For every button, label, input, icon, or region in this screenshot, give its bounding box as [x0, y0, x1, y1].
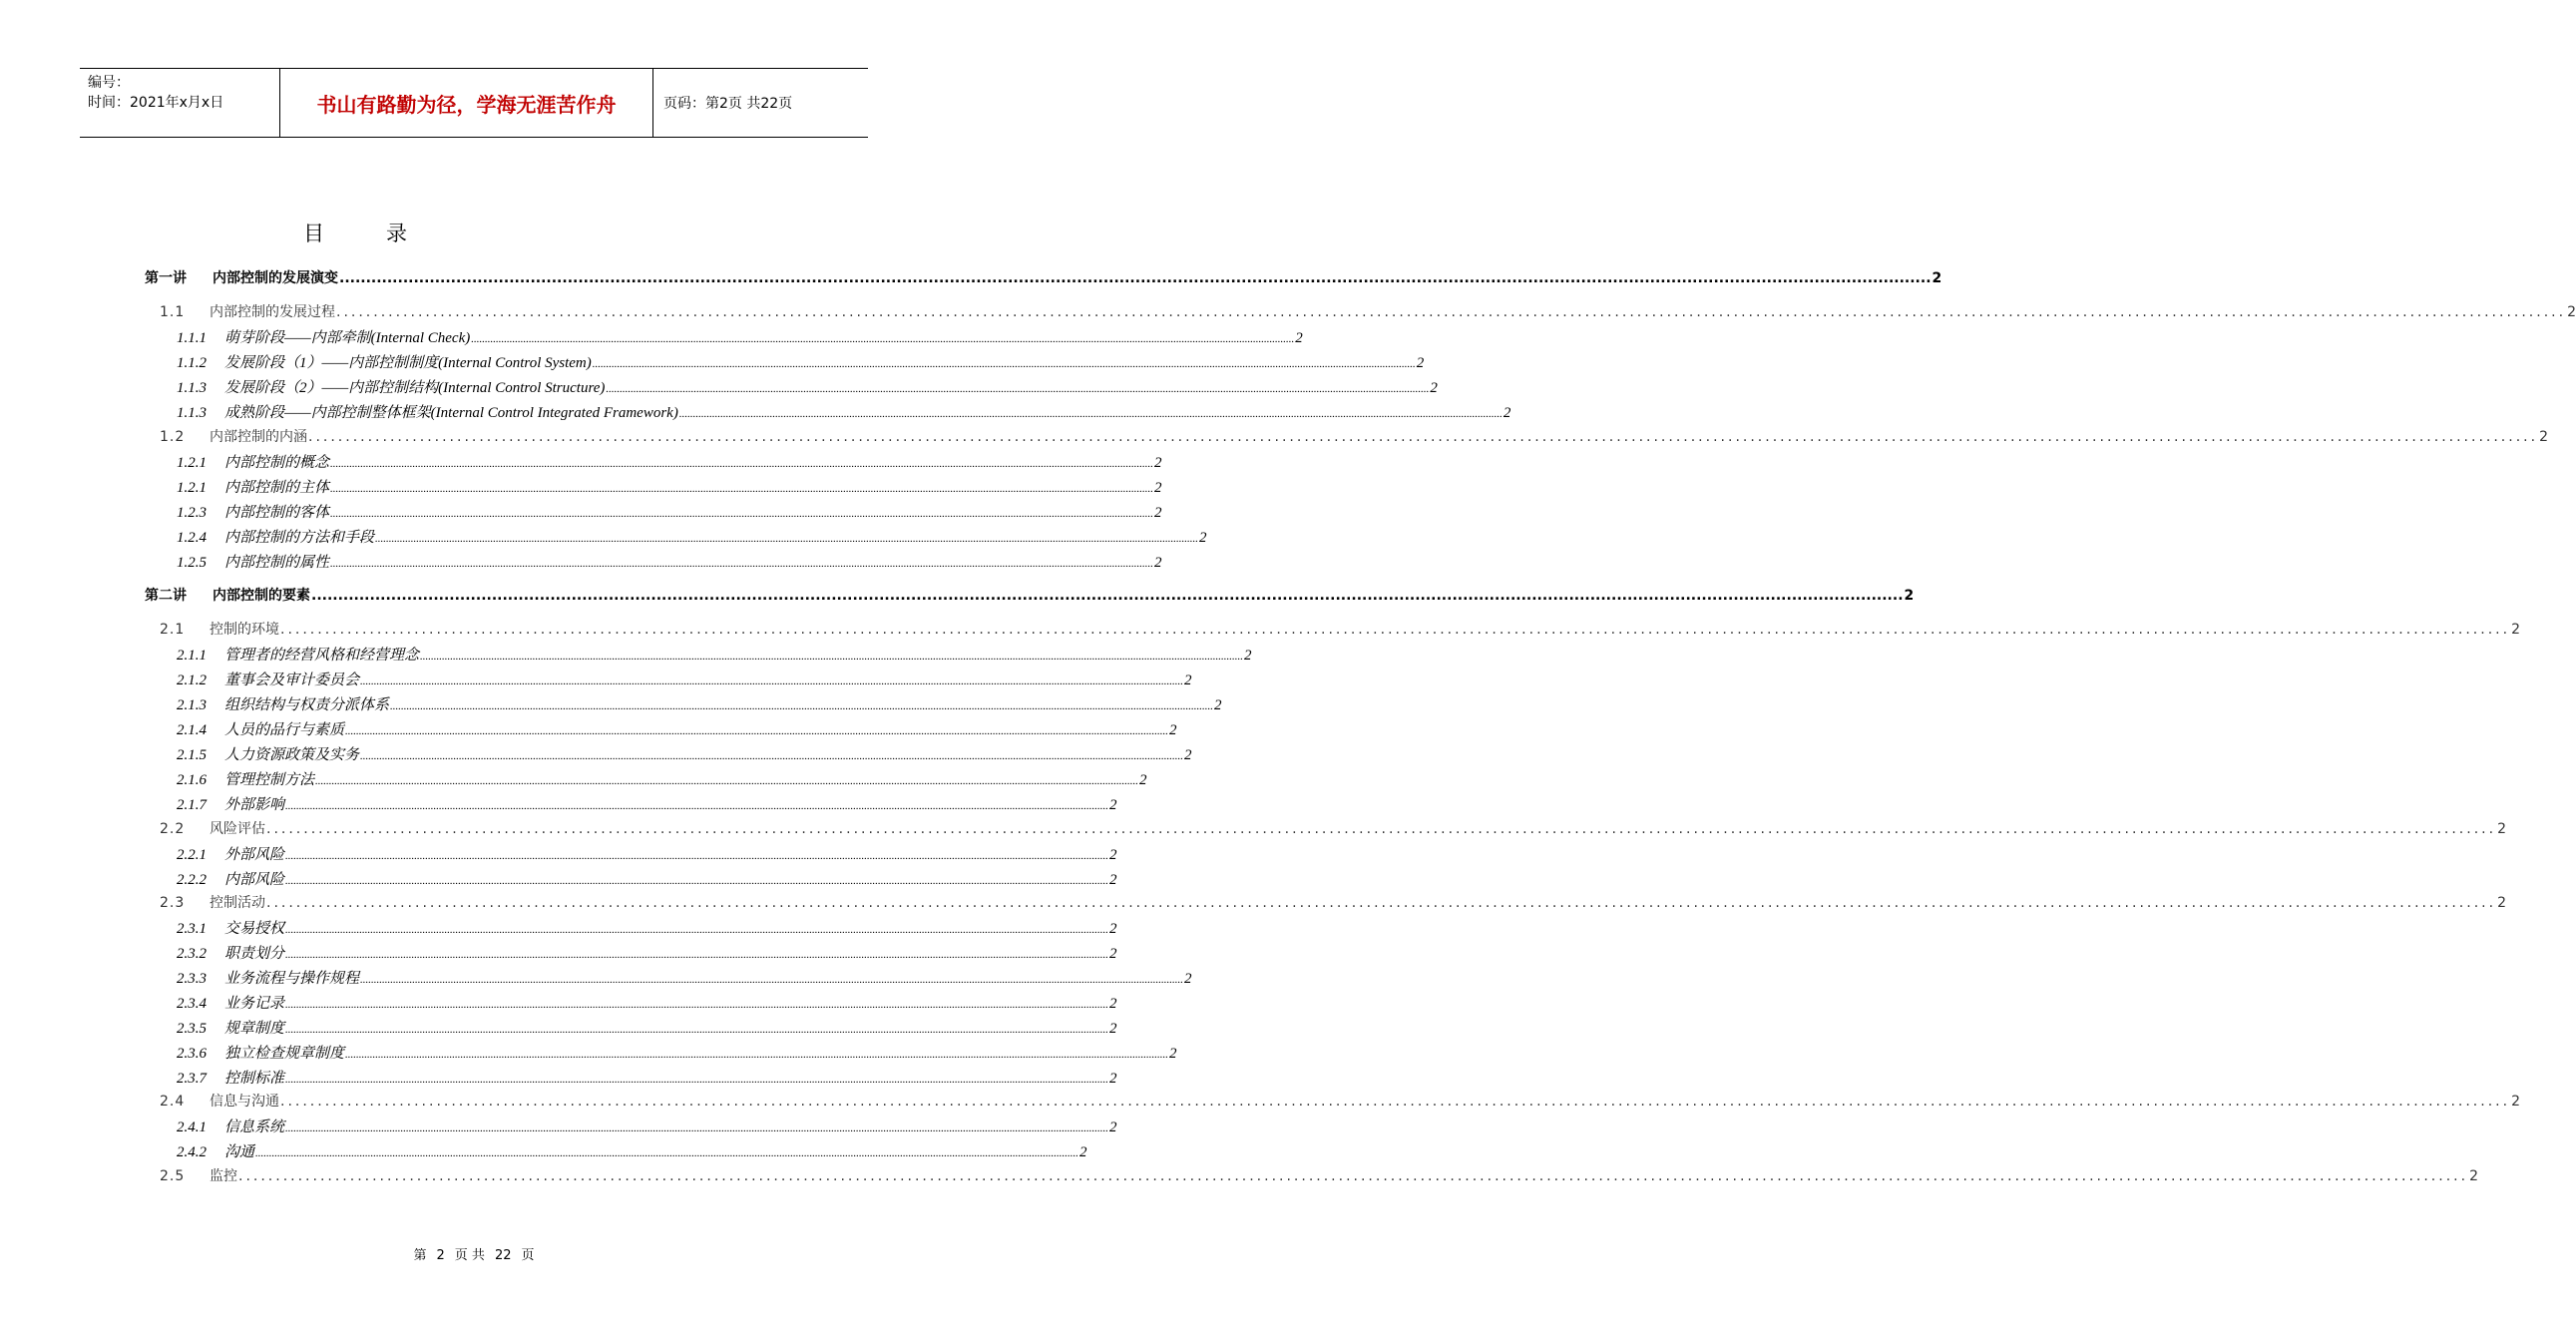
dot-leader: ............................................................................................................................................................................................................................................................................................................: [280, 622, 2511, 638]
toc-entry-title: [177, 917, 284, 938]
toc-entry-title: [145, 585, 310, 605]
toc-entry-title: [160, 1091, 279, 1111]
toc-entry-number: 1.2.4: [177, 530, 207, 546]
toc-entry-title: [177, 501, 329, 522]
toc-entry-text: 职责划分: [224, 946, 285, 962]
toc-entry-title: [177, 942, 284, 963]
dot-leader: ............................................................................................................................................................................................................................................................................................................: [285, 850, 1109, 862]
toc-entry-title: [177, 992, 284, 1013]
toc-entry-title: [160, 892, 265, 912]
toc-entry-text: 发展阶段（2）——内部控制结构(Internal Control Structure): [224, 380, 606, 396]
toc-entry-title: [177, 401, 678, 422]
toc-entry[interactable]: [145, 585, 1915, 605]
toc-entry-number: 1.1.2: [177, 355, 207, 371]
toc-entry-text: 风险评估: [210, 821, 265, 837]
toc-entry[interactable]: [177, 644, 1252, 665]
toc-entry-number: 2.2: [160, 821, 186, 837]
toc-entry[interactable]: [177, 1116, 1117, 1136]
toc-entry-title: [177, 1116, 284, 1136]
toc-entry-number: 2.1.4: [177, 722, 207, 738]
toc-entry[interactable]: [177, 693, 1222, 714]
toc-entry-title: [177, 376, 605, 397]
toc-entry[interactable]: [177, 917, 1117, 938]
toc-entry-number: 2.3.5: [177, 1021, 207, 1037]
toc-entry[interactable]: [177, 967, 1192, 988]
toc-entry-text: 业务流程与操作规程: [224, 971, 360, 987]
toc-entry-page: 2: [1109, 1071, 1117, 1087]
toc-entry-number: 1.2.1: [177, 455, 207, 471]
toc-entry-text: 成熟阶段——内部控制整体框架(Internal Control Integrated Framework): [224, 405, 678, 421]
toc-entry-title: [177, 351, 592, 372]
toc-entry[interactable]: [177, 718, 1177, 739]
toc-entry-title: [177, 1017, 284, 1038]
toc-entry-text: 内部控制的概念: [224, 455, 330, 471]
toc-entry[interactable]: [160, 619, 2520, 639]
toc-entry-number: 2.2.1: [177, 847, 207, 863]
dot-leader: ............................................................................................................................................................................................................................................................................................................: [330, 508, 1154, 520]
toc-entry-number: 1.1.3: [177, 380, 207, 396]
toc-entry-number: 1.1.3: [177, 405, 207, 421]
toc-entry-title: [160, 1165, 237, 1185]
toc-entry-title: [177, 451, 329, 472]
toc-entry[interactable]: [160, 301, 2576, 321]
toc-entry-title: [177, 1140, 254, 1161]
dot-leader: ............................................................................................................................................................................................................................................................................................................: [330, 558, 1154, 570]
toc-entry-text: 董事会及审计委员会: [224, 672, 360, 688]
toc-entry-text: 人员的品行与素质: [224, 722, 345, 738]
toc-entry-number: 2.1.1: [177, 648, 207, 664]
toc-entry-title: [177, 967, 359, 988]
dot-leader: ............................................................................................................................................................................................................................................................................................................: [678, 408, 1503, 420]
dot-leader: ............................................................................................................................................................................................................................................................................................................: [330, 483, 1154, 495]
footer-page: 2: [436, 1248, 445, 1263]
toc-entry-number: 2.2.2: [177, 872, 207, 888]
toc-entry-page: 2: [1244, 648, 1252, 664]
toc-entry[interactable]: [177, 476, 1162, 497]
dot-leader: ............................................................................................................................................................................................................................................................................................................: [471, 333, 1295, 345]
toc-entry-number: 2.3.3: [177, 971, 207, 987]
toc-entry-text: 沟通: [224, 1144, 255, 1160]
dot-leader: ............................................................................................................................................................................................................................................................................................................: [360, 675, 1184, 687]
toc-entry-page: 2: [1184, 747, 1192, 763]
dot-leader: ............................................................................................................................................................................................................................................................................................................: [285, 1122, 1109, 1134]
toc-entry-title: [177, 743, 359, 764]
toc-entry[interactable]: [160, 1091, 2520, 1111]
toc-entry-text: 管理者的经营风格和经营理念: [224, 648, 420, 664]
dot-leader: ............................................................................................................................................................................................................................................................................................................: [360, 750, 1184, 762]
toc-entry-page: 2: [1932, 270, 1942, 286]
toc-entry-page: 2: [1904, 588, 1915, 604]
toc-entry-page: 2: [1079, 1144, 1087, 1160]
toc-entry-text: 发展阶段（1）——内部控制制度(Internal Control System): [224, 355, 592, 371]
toc-entry[interactable]: [177, 376, 1438, 397]
toc-entry-page: 2: [2567, 304, 2576, 320]
dot-leader: ............................................................................................................................................................................................................................................................................................................: [285, 924, 1109, 936]
toc-entry[interactable]: [177, 526, 1207, 547]
toc-entry[interactable]: [177, 868, 1117, 889]
toc-entry-number: 2.3: [160, 895, 186, 911]
toc-entry-title: [145, 267, 338, 287]
dot-leader: ............................................................................................................................................................................................................................................................................................................: [420, 651, 1244, 663]
toc-entry-title: [177, 768, 314, 789]
toc-entry-page: 2: [1109, 1021, 1117, 1037]
toc-entry[interactable]: [145, 267, 1942, 287]
toc-entry-title: [177, 693, 389, 714]
toc-entry-number: 1.2.5: [177, 555, 207, 571]
toc-entry[interactable]: [177, 743, 1192, 764]
header-meta: [80, 69, 280, 137]
toc-entry-title: [160, 619, 279, 639]
dot-leader: ............................................................................................................................................................................................................................................................................................................: [336, 304, 2567, 320]
toc-entry-text: 萌芽阶段——内部牵制(Internal Check): [224, 330, 471, 346]
toc-entry-number: 1.2.1: [177, 480, 207, 496]
dot-leader: ............................................................................................................................................................................................................................................................................................................: [375, 533, 1199, 545]
number-label: 编号：: [88, 75, 130, 91]
toc-entry-page: 2: [1109, 946, 1117, 962]
dot-leader: ............................................................................................................................................................................................................................................................................................................: [285, 1024, 1109, 1036]
toc-entry-number: 2.4: [160, 1094, 186, 1110]
toc-entry-text: 独立检查规章制度: [224, 1046, 345, 1062]
toc-entry-page: 2: [1154, 455, 1162, 471]
toc-title: 目录: [303, 222, 469, 245]
toc-entry-title: [177, 793, 284, 814]
toc-entry-text: 规章制度: [224, 1021, 285, 1037]
toc-entry-title: [177, 718, 344, 739]
header-motto: 书山有路勤为径，学海无涯苦作舟: [280, 69, 653, 137]
toc-entry-text: 内部控制的客体: [224, 505, 330, 521]
dot-leader: ............................................................................................................................................................................................................................................................................................................: [360, 974, 1184, 986]
toc-entry-text: 内部控制的发展过程: [210, 304, 335, 320]
toc-entry-page: 2: [1109, 872, 1117, 888]
toc-entry[interactable]: [177, 326, 1303, 347]
toc-entry-number: 2.4.1: [177, 1119, 207, 1135]
toc-entry-text: 内部控制的要素: [213, 588, 310, 604]
toc-entry-page: 2: [2511, 622, 2520, 638]
toc-entry[interactable]: [177, 793, 1117, 814]
toc-entry-text: 业务记录: [224, 996, 285, 1012]
toc-entry-title: [160, 426, 307, 446]
toc-entry[interactable]: [177, 1067, 1117, 1088]
toc-entry-text: 监控: [210, 1168, 237, 1184]
toc-entry-number: 2.3.6: [177, 1046, 207, 1062]
toc-entry-number: 1.1.1: [177, 330, 207, 346]
toc-entry-page: 2: [1184, 672, 1192, 688]
toc-entry-page: 2: [1109, 1119, 1117, 1135]
toc-entry-number: 2.1.5: [177, 747, 207, 763]
toc-entry-text: 交易授权: [224, 921, 285, 937]
footer-mid: 页 共: [454, 1248, 485, 1263]
time-label: 时间：2021年x月x日: [88, 95, 224, 111]
toc-entry-number: 1.2.3: [177, 505, 207, 521]
footer-suffix: 页: [521, 1248, 535, 1263]
toc-entry-number: 2.3.7: [177, 1071, 207, 1087]
toc-entry-page: 2: [1503, 405, 1511, 421]
toc-entry[interactable]: [177, 1140, 1087, 1161]
toc-entry[interactable]: [177, 768, 1147, 789]
toc-entry-title: [177, 644, 419, 665]
footer-total: 22: [494, 1248, 512, 1263]
toc-entry-page: 2: [2511, 1094, 2520, 1110]
toc-entry-number: 2.3.4: [177, 996, 207, 1012]
toc-entry-page: 2: [1169, 722, 1177, 738]
dot-leader: ............................................................................................................................................................................................................................................................................................................: [285, 1074, 1109, 1086]
toc-entry-number: 第二讲: [145, 588, 187, 604]
toc-entry-page: 2: [2539, 429, 2548, 445]
toc-entry-number: 2.1.7: [177, 797, 207, 813]
toc-entry-title: [177, 843, 284, 864]
toc-entry[interactable]: [177, 1042, 1177, 1063]
dot-leader: ............................................................................................................................................................................................................................................................................................................: [238, 1168, 2469, 1184]
toc-entry[interactable]: [160, 892, 2506, 912]
dot-leader: ............................................................................................................................................................................................................................................................................................................: [308, 429, 2539, 445]
toc-entry-page: 2: [1154, 505, 1162, 521]
toc-entry-title: [177, 551, 329, 572]
toc-entry-text: 组织结构与权责分派体系: [224, 697, 390, 713]
toc-entry-text: 信息与沟通: [210, 1094, 279, 1110]
toc-entry[interactable]: [177, 401, 1511, 422]
dot-leader: ............................................................................................................................................................................................................................................................................................................: [266, 821, 2497, 837]
toc-entry-title: [177, 326, 470, 347]
toc-entry-page: 2: [2497, 821, 2506, 837]
toc-entry[interactable]: [177, 992, 1117, 1013]
toc-entry-text: 管理控制方法: [224, 772, 315, 788]
toc-entry[interactable]: [177, 942, 1117, 963]
toc-entry-page: 2: [1214, 697, 1222, 713]
dot-leader: ............................................................................................................................................................................................................................................................................................................: [311, 588, 1904, 604]
toc-entry-title: [177, 526, 374, 547]
toc-entry-page: 2: [1109, 797, 1117, 813]
toc-entry-title: [177, 1067, 284, 1088]
toc-entry-title: [177, 1042, 344, 1063]
toc-entry-text: 内部控制的发展演变: [213, 270, 338, 286]
toc-entry-text: 内部控制的方法和手段: [224, 530, 375, 546]
toc-entry-page: 2: [1154, 480, 1162, 496]
toc-entry-number: 2.3.1: [177, 921, 207, 937]
toc-entry-page: 2: [1199, 530, 1207, 546]
dot-leader: ............................................................................................................................................................................................................................................................................................................: [592, 358, 1416, 370]
toc-entry-text: 控制标准: [224, 1071, 285, 1087]
toc-entry-page: 2: [1109, 996, 1117, 1012]
dot-leader: ............................................................................................................................................................................................................................................................................................................: [330, 458, 1154, 470]
toc-entry-title: [177, 868, 284, 889]
page-header: [80, 68, 868, 138]
toc-entry-text: 内部风险: [224, 872, 285, 888]
toc-entry-number: 2.1: [160, 622, 186, 638]
toc-entry-page: 2: [2497, 895, 2506, 911]
dot-leader: ............................................................................................................................................................................................................................................................................................................: [345, 1049, 1169, 1061]
dot-leader: ............................................................................................................................................................................................................................................................................................................: [280, 1094, 2511, 1110]
dot-leader: ............................................................................................................................................................................................................................................................................................................: [285, 949, 1109, 961]
dot-leader: ............................................................................................................................................................................................................................................................................................................: [606, 383, 1430, 395]
dot-leader: ............................................................................................................................................................................................................................................................................................................: [285, 999, 1109, 1011]
toc-entry[interactable]: [177, 451, 1162, 472]
toc-entry-number: 2.3.2: [177, 946, 207, 962]
dot-leader: ............................................................................................................................................................................................................................................................................................................: [345, 725, 1169, 737]
toc-entry-title: [177, 669, 359, 689]
toc-entry-number: 2.1.2: [177, 672, 207, 688]
toc-entry-number: 1.2: [160, 429, 186, 445]
dot-leader: ............................................................................................................................................................................................................................................................................................................: [266, 895, 2497, 911]
dot-leader: ............................................................................................................................................................................................................................................................................................................: [285, 875, 1109, 887]
dot-leader: ............................................................................................................................................................................................................................................................................................................: [255, 1147, 1079, 1159]
dot-leader: ............................................................................................................................................................................................................................................................................................................: [339, 270, 1932, 286]
toc-entry-text: 控制活动: [210, 895, 265, 911]
toc-entry-title: [160, 301, 335, 321]
toc-entry-text: 内部控制的内涵: [210, 429, 307, 445]
toc-entry-page: 2: [1184, 971, 1192, 987]
toc-entry[interactable]: [160, 426, 2548, 446]
toc-entry-text: 控制的环境: [210, 622, 279, 638]
toc-entry-text: 人力资源政策及实务: [224, 747, 360, 763]
toc-entry[interactable]: [177, 501, 1162, 522]
toc-entry-number: 2.5: [160, 1168, 186, 1184]
toc-entry-number: 1.1: [160, 304, 186, 320]
footer-prefix: 第: [413, 1248, 427, 1263]
toc-entry-page: 2: [1295, 330, 1303, 346]
toc-entry-text: 信息系统: [224, 1119, 285, 1135]
toc-entry-page: 2: [1430, 380, 1438, 396]
toc-entry[interactable]: [160, 1165, 2478, 1185]
toc-entry-page: 2: [1139, 772, 1147, 788]
toc-entry[interactable]: [177, 551, 1162, 572]
toc-entry[interactable]: [160, 818, 2506, 838]
dot-leader: ............................................................................................................................................................................................................................................................................................................: [390, 700, 1214, 712]
header-page-info: 页码：第2页 共22页: [663, 96, 793, 112]
page-footer: [0, 1244, 948, 1263]
toc-entry-title: [160, 818, 265, 838]
toc-entry-title: [177, 476, 329, 497]
dot-leader: ............................................................................................................................................................................................................................................................................................................: [315, 775, 1139, 787]
toc-entry-page: 2: [1416, 355, 1425, 371]
toc-entry-text: 内部控制的主体: [224, 480, 330, 496]
dot-leader: ............................................................................................................................................................................................................................................................................................................: [285, 800, 1109, 812]
toc-entry-number: 2.4.2: [177, 1144, 207, 1160]
toc-entry-page: 2: [1154, 555, 1162, 571]
toc-entry-number: 2.1.3: [177, 697, 207, 713]
toc-entry-number: 第一讲: [145, 270, 187, 286]
toc-entry-number: 2.1.6: [177, 772, 207, 788]
toc-entry[interactable]: [177, 843, 1117, 864]
toc-entry[interactable]: [177, 669, 1192, 689]
toc-entry[interactable]: [177, 351, 1425, 372]
toc-entry-page: 2: [2469, 1168, 2478, 1184]
toc-entry[interactable]: [177, 1017, 1117, 1038]
toc-entry-text: 内部控制的属性: [224, 555, 330, 571]
toc-entry-page: 2: [1109, 847, 1117, 863]
toc-entry-text: 外部风险: [224, 847, 285, 863]
toc-entry-text: 外部影响: [224, 797, 285, 813]
toc-entry-page: 2: [1169, 1046, 1177, 1062]
toc-entry-page: 2: [1109, 921, 1117, 937]
